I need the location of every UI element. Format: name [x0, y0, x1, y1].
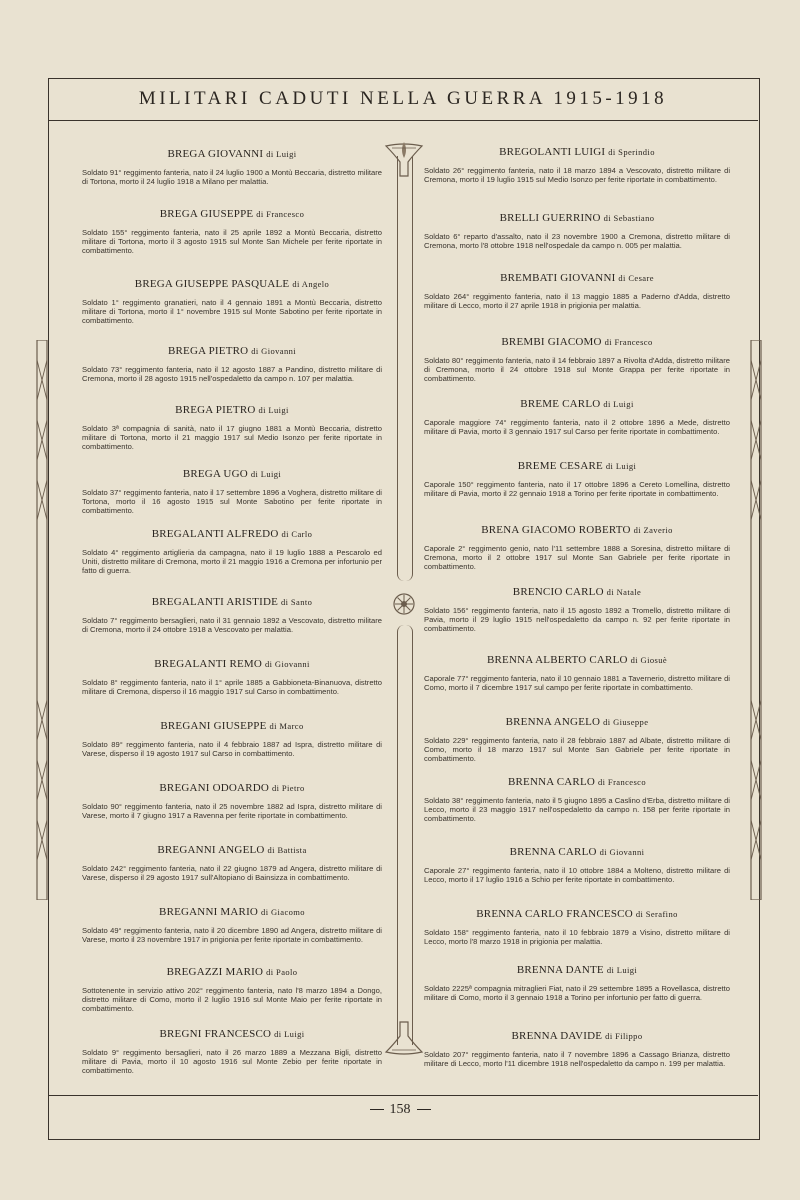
list-item — [424, 398, 730, 436]
entry-name: BRENCIO CARLO di Natale — [512, 586, 642, 598]
entry-text: Soldato 89° reggimento fanteria, nato il 4 febbraio 1887 ad Ispra, distretto militare di Varese, disperso il 19 agosto 1917 sul Carso in combattimento. — [82, 740, 382, 758]
right-pillar-ornament-icon — [748, 340, 764, 900]
entry-name: BREGA GIOVANNI di Luigi — [167, 148, 297, 160]
entry-text: Soldato 37° reggimento fanteria, nato il 17 settembre 1896 a Voghera, distretto militare di Tortona, morto il 16 agosto 1915 sul Monte Sabotino per ferite riportate in combattimento. — [82, 488, 382, 515]
entry-text: Soldato 73° reggimento fanteria, nato il 12 agosto 1887 a Pandino, distretto militare di Cremona, morto il 28 agosto 1915 nell'ospedaletto da campo n. 107 per malattia. — [82, 365, 382, 383]
entry-text: Soldato 158° reggimento fanteria, nato il 10 febbraio 1879 a Visino, distretto militare di Lecco, morto l'8 marzo 1918 in prigionia per malattia. — [424, 928, 730, 946]
entry-text: Soldato 91° reggimento fanteria, nato il 24 luglio 1900 a Montù Beccaria, distretto militare di Tortona, morto il 24 luglio 1918 a Milano per malattia. — [82, 168, 382, 186]
entry-name: BREGA PIETRO di Giovanni — [167, 345, 297, 357]
entry-name: BREGA GIUSEPPE PASQUALE di Angelo — [134, 278, 330, 290]
list-item — [82, 720, 382, 758]
entry-name: BRENNA DANTE di Luigi — [516, 964, 638, 976]
left-pillar-ornament-icon — [34, 340, 50, 900]
list-item — [424, 776, 730, 823]
entry-name: BREGA GIUSEPPE di Francesco — [159, 208, 305, 220]
entry-name: BRENNA CARLO di Giovanni — [509, 846, 645, 858]
entry-name: BREGALANTI ARISTIDE di Santo — [151, 596, 313, 608]
entry-name: BRENNA CARLO di Francesco — [507, 776, 646, 788]
dash-icon — [370, 1109, 384, 1110]
entry-name: BRENNA ALBERTO CARLO di Giosuè — [486, 654, 668, 666]
list-item — [424, 524, 730, 571]
entry-name: BREGANNI MARIO di Giacomo — [159, 906, 305, 918]
list-item — [424, 1030, 730, 1068]
entry-text: Soldato 207° reggimento fanteria, nato il 7 novembre 1896 a Cassago Brianza, distretto militare di Lecco, morto l'11 dicembre 1918 nell'ospedaletto da campo n. 199 per malattia. — [424, 1050, 730, 1068]
entry-name: BREGANI ODOARDO di Pietro — [159, 782, 305, 794]
entry-name: BRENNA DAVIDE di Filippo — [511, 1030, 643, 1042]
list-item — [82, 596, 382, 634]
list-item — [424, 964, 730, 1002]
list-item — [82, 278, 382, 325]
list-item — [424, 212, 730, 250]
page-number: 158 — [0, 1102, 800, 1118]
entry-name: BREGALANTI REMO di Giovanni — [154, 658, 310, 670]
entry-text: Soldato 8° reggimento fanteria, nato il 1° aprile 1885 a Gabbioneta-Binanuova, distretto militare di Cremona, disperso il 16 maggio 1917 sul Carso in combattimento. — [82, 678, 382, 696]
entry-text: Soldato 229° reggimento fanteria, nato il 28 febbraio 1887 ad Albate, distretto militare di Como, morto il 18 marzo 1917 sul Monte San Gabriele per ferite riportate in combattimento. — [424, 736, 730, 763]
list-item — [424, 146, 730, 184]
entry-text: Soldato 242° reggimento fanteria, nato il 22 giugno 1879 ad Angera, distretto militare di Varese, disperso il 29 agosto 1917 sull'Altopiano di Bainsizza in combattimento. — [82, 864, 382, 882]
list-item — [82, 906, 382, 944]
entry-text: Caporale 77° reggimento fanteria, nato il 10 gennaio 1881 a Tavernerio, distretto militare di Como, morto il 7 dicembre 1917 sul campo per ferite riportate in combattimento. — [424, 674, 730, 692]
list-item — [82, 404, 382, 451]
list-item — [82, 468, 382, 515]
page-header — [48, 78, 758, 121]
list-item — [424, 846, 730, 884]
entry-name: BREMBATI GIOVANNI di Cesare — [500, 272, 654, 284]
dash-icon — [417, 1109, 431, 1110]
center-column-top — [397, 156, 413, 581]
list-item — [424, 908, 730, 946]
entry-name: BREGANNI ANGELO di Battista — [157, 844, 307, 856]
torch-ornament-bottom-icon — [382, 1020, 426, 1058]
list-item — [82, 966, 382, 1013]
list-item — [82, 1028, 382, 1075]
entry-name: BRENA GIACOMO ROBERTO di Zaverio — [481, 524, 673, 536]
list-item — [424, 716, 730, 763]
entry-name: BREME CARLO di Luigi — [520, 398, 634, 410]
entry-name: BREGANI GIUSEPPE di Marco — [160, 720, 304, 732]
center-column-bottom — [397, 625, 413, 1045]
list-item — [82, 148, 382, 186]
entry-text: Soldato 155° reggimento fanteria, nato il 25 aprile 1892 a Montù Beccaria, distretto militare di Tortona, morto il 3 agosto 1915 sul Monte San Michele per ferite riportate in combattimento. — [82, 228, 382, 255]
entry-name: BREGA UGO di Luigi — [182, 468, 282, 480]
list-item — [424, 336, 730, 383]
entry-text: Soldato 90° reggimento fanteria, nato il 25 novembre 1882 ad Ispra, distretto militare di Varese, morto il 7 giugno 1917 a Ravenna per ferite riportate in combattimento. — [82, 802, 382, 820]
entry-text: Soldato 7° reggimento bersaglieri, nato il 31 gennaio 1892 a Vescovato, distretto militare di Cremona, morto il 24 ottobre 1918 a Vescovato per malattia. — [82, 616, 382, 634]
entry-text: Soldato 156° reggimento fanteria, nato il 15 agosto 1892 a Tromello, distretto militare di Pavia, morto il 29 luglio 1915 nell'ospedaletto da campo n. 92 per ferite riportate in combattimento. — [424, 606, 730, 633]
list-item — [82, 208, 382, 255]
entry-text: Soldato 264° reggimento fanteria, nato il 13 maggio 1885 a Paderno d'Adda, distretto militare di Lecco, morto il 27 aprile 1918 in prigionia per malattia. — [424, 292, 730, 310]
entry-text: Sottotenente in servizio attivo 202° reggimento fanteria, nato l'8 marzo 1894 a Dongo, distretto militare di Como, morto il 2 luglio 1916 sul Monte Maio per ferite riportate in combattimento. — [82, 986, 382, 1013]
entry-name: BRENNA ANGELO di Giuseppe — [505, 716, 649, 728]
entry-name: BREGOLANTI LUIGI di Sperindio — [499, 146, 655, 158]
list-item — [82, 528, 382, 575]
entry-text: Soldato 2225ª compagnia mitraglieri Fiat, nato il 29 settembre 1895 a Rovellasca, distretto militare di Como, morto il 3 gennaio 1918 a Torino per infortunio per fatto di guerra. — [424, 984, 730, 1002]
entry-text: Soldato 6° reparto d'assalto, nato il 23 novembre 1900 a Cremona, distretto militare di Cremona, morto l'8 ottobre 1918 nell'ospedale da campo n. 005 per malattia. — [424, 232, 730, 250]
entry-name: BRELLI GUERRINO di Sebastiano — [499, 212, 655, 224]
footer-rule — [48, 1095, 758, 1096]
entry-text: Soldato 9° reggimento bersaglieri, nato il 26 marzo 1889 a Mezzana Bigli, distretto militare di Pavia, morto il 10 agosto 1916 sul Monte Zebio per ferite riportate in combattimento. — [82, 1048, 382, 1075]
list-item — [82, 844, 382, 882]
page-title: MILITARI CADUTI NELLA GUERRA 1915-1918 — [138, 88, 668, 109]
entry-text: Soldato 49° reggimento fanteria, nato il 20 dicembre 1890 ad Angera, distretto militare di Varese, morto il 23 novembre 1917 in prigionia per ferite riportate in combattimento. — [82, 926, 382, 944]
entry-text: Caporale 150° reggimento fanteria, nato il 17 ottobre 1896 a Cereto Lomellina, distretto militare di Pavia, morto il 22 gennaio 1918 a Torino per ferite riportate in combattimento. — [424, 480, 730, 498]
entry-text: Soldato 26° reggimento fanteria, nato il 18 marzo 1894 a Vescovato, distretto militare di Cremona, morto il 19 luglio 1915 sul Medio Isonzo per ferite riportate in combattimento. — [424, 166, 730, 184]
entry-name: BREME CESARE di Luigi — [517, 460, 637, 472]
entry-text: Soldato 80° reggimento fanteria, nato il 14 febbraio 1897 a Rivolta d'Adda, distretto militare di Cremona, morto il 24 ottobre 1918 sul Monte Grappa per ferite riportate in combattimento. — [424, 356, 730, 383]
list-item — [82, 658, 382, 696]
entry-name: BREGA PIETRO di Luigi — [175, 404, 289, 416]
rosette-icon — [393, 593, 415, 615]
list-item — [424, 586, 730, 633]
list-item — [424, 654, 730, 692]
entry-text: Caporale 2° reggimento genio, nato l'11 settembre 1888 a Soresina, distretto militare di Cremona, morto il 2 ottobre 1917 sul Monte San Gabriele per ferite riportate in combattimento. — [424, 544, 730, 571]
entry-name: BREGALANTI ALFREDO di Carlo — [151, 528, 313, 540]
list-item — [82, 782, 382, 820]
entry-text: Soldato 1° reggimento granatieri, nato il 4 gennaio 1891 a Montù Beccaria, distretto militare di Tortona, morto il 1° novembre 1915 sul Monte Sabotino per ferite riportate in combattimento. — [82, 298, 382, 325]
entry-text: Soldato 38° reggimento fanteria, nato il 5 giugno 1895 a Caslino d'Erba, distretto militare di Lecco, morto il 23 maggio 1917 nell'ospedaletto da campo n. 158 per ferite riportate in combattimento. — [424, 796, 730, 823]
entry-text: Soldato 4° reggimento artiglieria da campagna, nato il 19 luglio 1888 a Pescarolo ed Uniti, distretto militare di Cremona, morto il 21 maggio 1916 a Cremona per infortunio per fatto di guerra. — [82, 548, 382, 575]
entry-name: BREGAZZI MARIO di Paolo — [166, 966, 298, 978]
list-item — [424, 272, 730, 310]
list-item — [82, 345, 382, 383]
entry-name: BREGNI FRANCESCO di Luigi — [159, 1028, 305, 1040]
entry-text: Caporale maggiore 74° reggimento fanteria, nato il 2 ottobre 1896 a Mede, distretto militare di Pavia, morto il 3 gennaio 1917 sul Carso per ferite riportate in combattimento. — [424, 418, 730, 436]
entry-name: BRENNA CARLO FRANCESCO di Serafino — [476, 908, 678, 920]
entry-text: Caporale 27° reggimento fanteria, nato il 10 ottobre 1884 a Molteno, distretto militare di Lecco, morto il 17 luglio 1916 a Schio per ferite riportate in combattimento. — [424, 866, 730, 884]
entry-name: BREMBI GIACOMO di Francesco — [501, 336, 653, 348]
list-item — [424, 460, 730, 498]
entry-text: Soldato 3ª compagnia di sanità, nato il 17 giugno 1881 a Montù Beccaria, distretto militare di Tortona, morto il 21 maggio 1917 sul Medio Isonzo per ferite riportate in combattimento. — [82, 424, 382, 451]
